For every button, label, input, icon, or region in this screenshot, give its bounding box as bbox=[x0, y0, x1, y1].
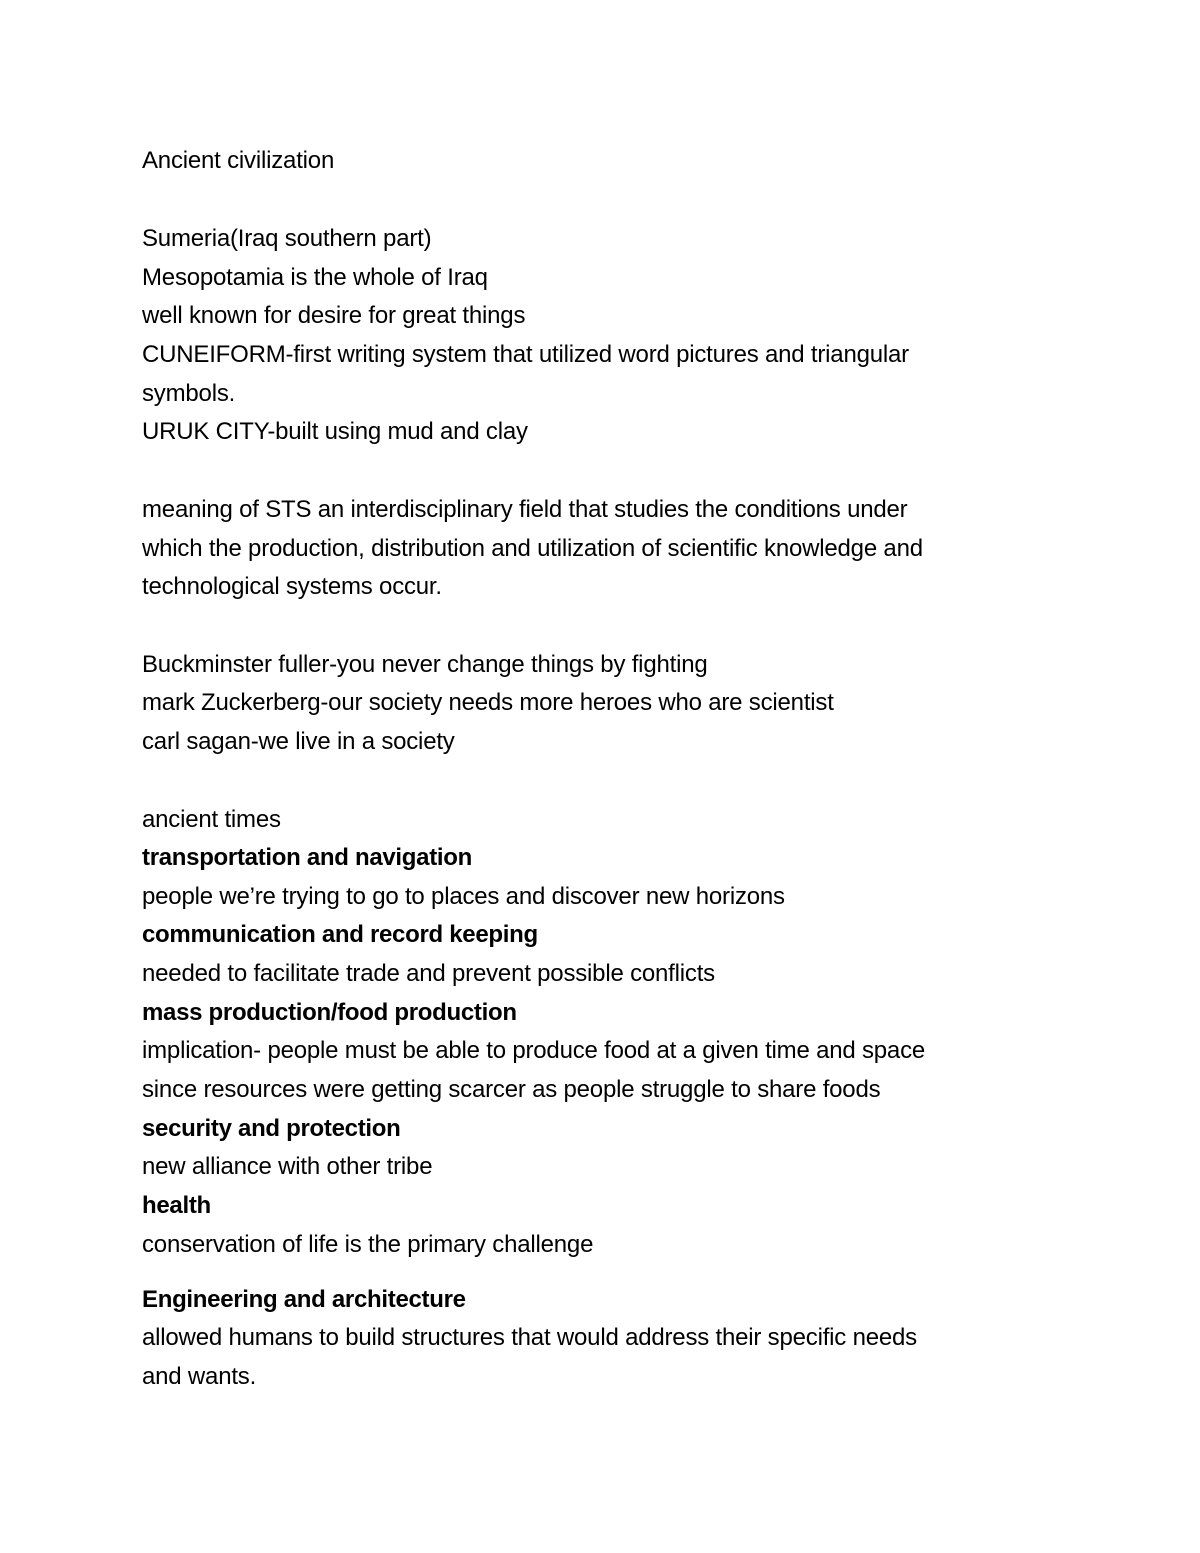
sumeria-line-3: well known for desire for great things bbox=[142, 302, 526, 329]
mass-production-text-2: since resources were getting scarcer as people struggle to share foods bbox=[142, 1076, 881, 1103]
sts-line-3: technological systems occur. bbox=[142, 573, 442, 600]
quote-line-2: mark Zuckerberg-our society needs more heroes who are scientist bbox=[142, 689, 834, 716]
mass-production-text-1: implication- people must be able to produce food at a given time and space bbox=[142, 1037, 926, 1064]
quote-line-3: carl sagan-we live in a society bbox=[142, 728, 455, 755]
engineering-text-1: allowed humans to build structures that would address their specific needs bbox=[142, 1324, 917, 1351]
health-heading: health bbox=[142, 1192, 211, 1219]
engineering-heading: Engineering and architecture bbox=[142, 1286, 466, 1313]
sumeria-line-1: Sumeria(Iraq southern part) bbox=[142, 225, 432, 252]
security-text: new alliance with other tribe bbox=[142, 1153, 433, 1180]
sumeria-line-6: URUK CITY-built using mud and clay bbox=[142, 418, 528, 445]
document-title: Ancient civilization bbox=[142, 147, 335, 174]
mass-production-heading: mass production/food production bbox=[142, 999, 517, 1026]
sts-line-1: meaning of STS an interdisciplinary field that studies the conditions under bbox=[142, 496, 908, 523]
transport-heading: transportation and navigation bbox=[142, 844, 472, 871]
ancient-times-intro: ancient times bbox=[142, 806, 281, 833]
engineering-text-2: and wants. bbox=[142, 1363, 257, 1390]
communication-heading: communication and record keeping bbox=[142, 921, 538, 948]
quote-line-1: Buckminster fuller-you never change things by fighting bbox=[142, 651, 708, 678]
communication-text: needed to facilitate trade and prevent possible conflicts bbox=[142, 960, 715, 987]
security-heading: security and protection bbox=[142, 1115, 401, 1142]
transport-text: people we’re trying to go to places and discover new horizons bbox=[142, 883, 785, 910]
health-text: conservation of life is the primary challenge bbox=[142, 1231, 594, 1258]
sumeria-line-2: Mesopotamia is the whole of Iraq bbox=[142, 264, 488, 291]
sumeria-line-4: CUNEIFORM-first writing system that utilized word pictures and triangular bbox=[142, 341, 909, 368]
sumeria-line-5: symbols. bbox=[142, 380, 236, 407]
sts-line-2: which the production, distribution and utilization of scientific knowledge and bbox=[142, 535, 923, 562]
